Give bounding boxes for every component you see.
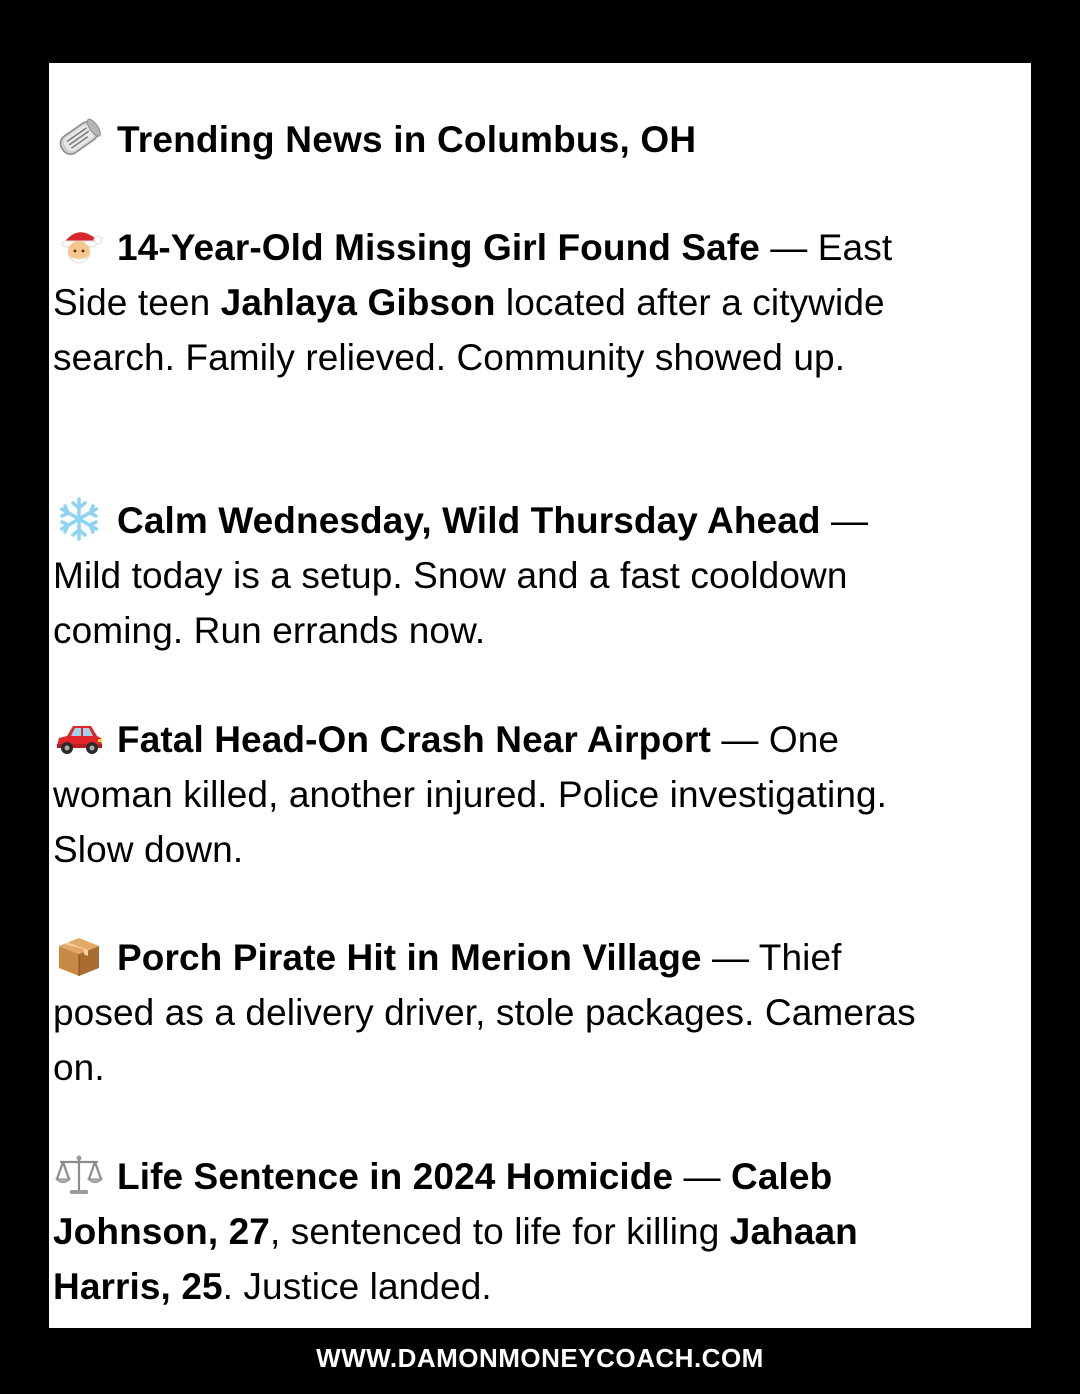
news-item-weather xyxy=(53,493,943,658)
newspaper-icon xyxy=(53,116,105,160)
snowflake-icon xyxy=(53,497,105,541)
news-item-missing-girl xyxy=(53,220,943,385)
news-title: Calm Wednesday, Wild Thursday Ahead xyxy=(117,500,821,541)
person-name: Caleb Johnson, 27 xyxy=(53,1156,833,1252)
separator-dash: — xyxy=(759,227,818,268)
news-title: Porch Pirate Hit in Merion Village xyxy=(117,937,702,978)
news-body: East Side teen xyxy=(53,227,893,323)
car-icon xyxy=(53,716,105,760)
package-icon xyxy=(53,934,105,978)
news-body: located after a citywide search. Family relieved. Community showed up. xyxy=(53,282,885,378)
santa-face-icon xyxy=(53,224,105,268)
person-name: Jahlaya Gibson xyxy=(220,282,496,323)
news-title: Fatal Head-On Crash Near Airport xyxy=(117,719,711,760)
news-body: , sentenced to life for killing xyxy=(269,1211,730,1252)
person-name: Jahaan Harris, 25 xyxy=(53,1211,858,1307)
page-title xyxy=(53,112,696,167)
news-body: . Justice landed. xyxy=(222,1266,492,1307)
news-item-sentencing xyxy=(53,1149,943,1314)
news-title: Life Sentence in 2024 Homicide xyxy=(117,1156,674,1197)
page-title-text: Trending News in Columbus, OH xyxy=(117,119,697,160)
separator-dash: — xyxy=(710,719,769,760)
website-url[interactable]: WWW.DAMONMONEYCOACH.COM xyxy=(316,1343,764,1373)
news-body: One woman killed, another injured. Police investigating. Slow down. xyxy=(53,719,888,870)
separator-dash: — xyxy=(673,1156,732,1197)
news-body: Thief posed as a delivery driver, stole packages. Cameras on. xyxy=(53,937,916,1088)
news-title: 14-Year-Old Missing Girl Found Safe xyxy=(117,227,760,268)
news-item-porch-pirate xyxy=(53,930,943,1095)
scales-icon xyxy=(53,1153,105,1197)
separator-dash: — xyxy=(701,937,759,978)
news-item-crash xyxy=(53,712,943,877)
separator-dash: — xyxy=(820,500,869,541)
news-body: Mild today is a setup. Snow and a fast cooldown coming. Run errands now. xyxy=(53,555,848,651)
